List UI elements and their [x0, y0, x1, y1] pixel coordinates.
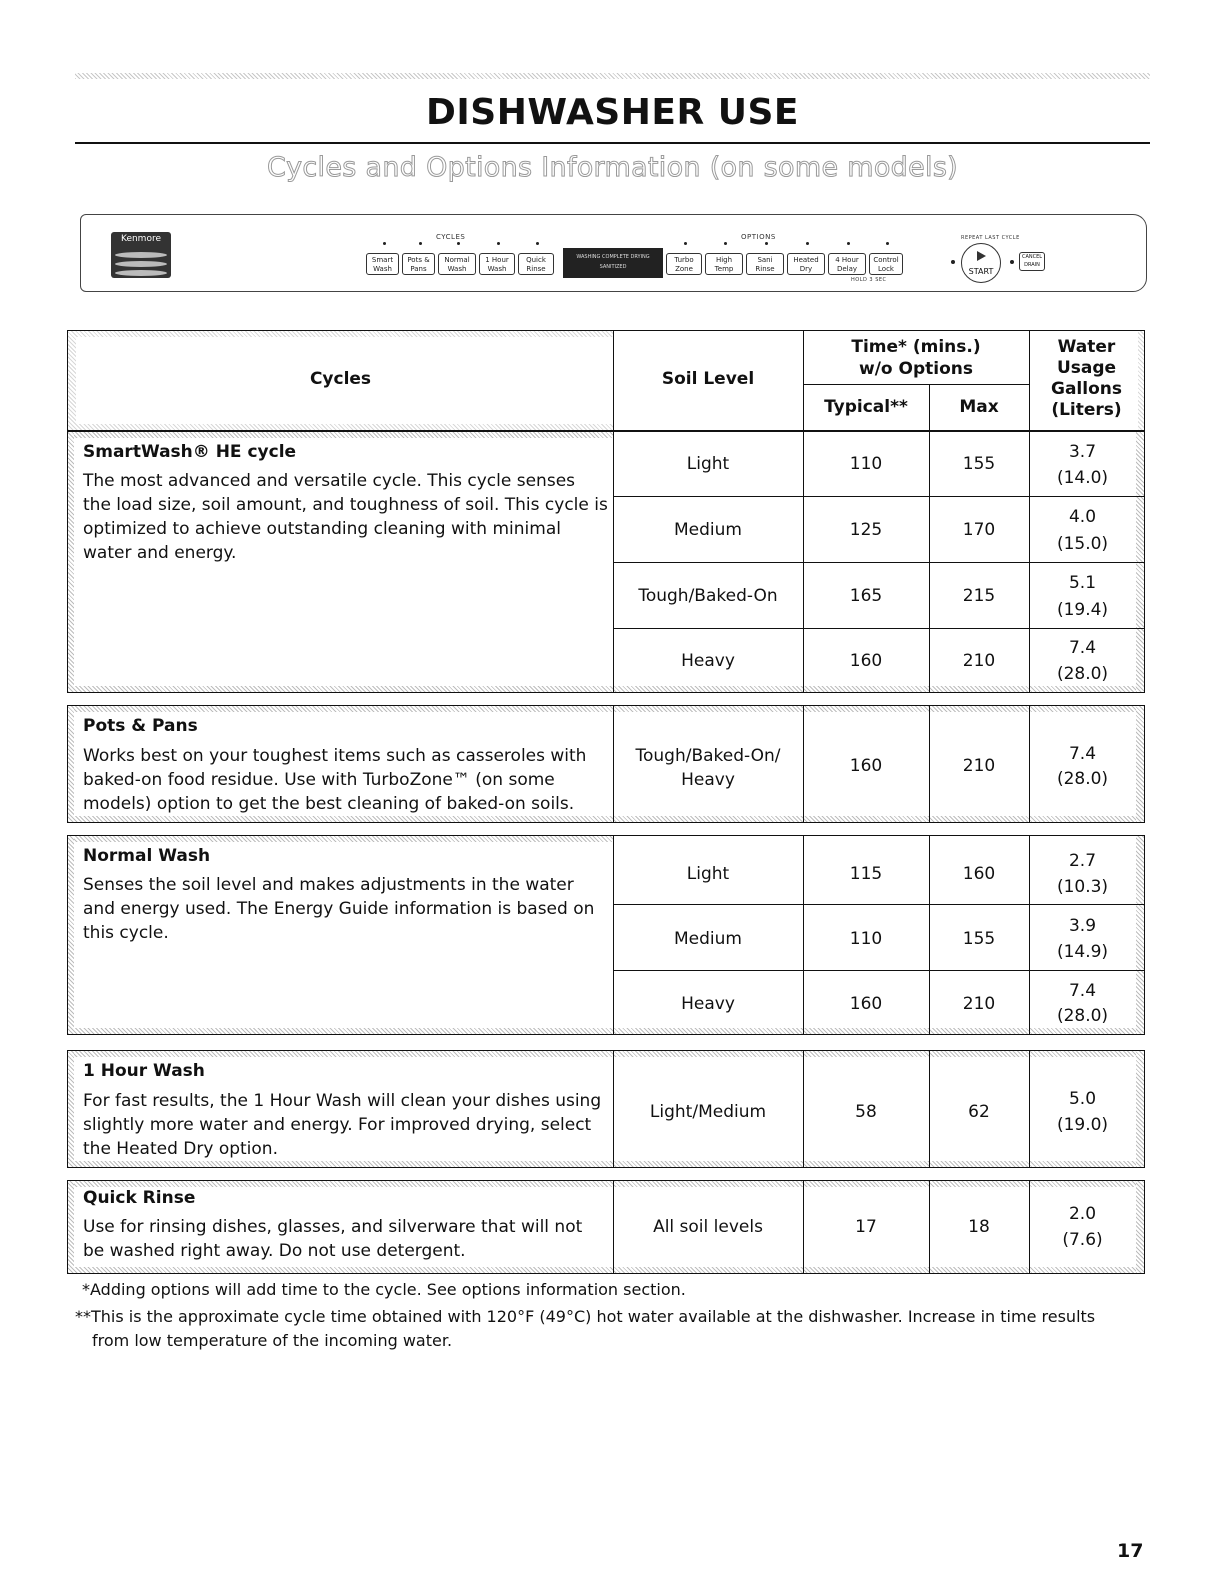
time-header: Time* (mins.): [851, 337, 981, 357]
section-stripe: [68, 836, 613, 842]
section-stripe: [68, 1181, 74, 1273]
cycle-description: Senses the soil level and makes adjustments in the water and energy used. The Energy Guide information is based on this cycle.: [83, 875, 595, 943]
typical-time: 110: [849, 454, 883, 474]
start-button: START: [961, 243, 1001, 283]
section-stripe: [1136, 1181, 1144, 1273]
options-label: OPTIONS: [741, 233, 776, 241]
section-stripe: [68, 1028, 1144, 1034]
soil-level: Heavy: [681, 994, 735, 1014]
soil-level: Light: [686, 864, 730, 884]
soil-level: Medium: [674, 520, 742, 540]
water-gallons: 3.9: [1068, 916, 1097, 936]
cycle-buttons: [366, 253, 557, 275]
max-header: Max: [959, 397, 999, 417]
time-subheader-rule: [803, 384, 1029, 385]
smartwash-section: [67, 431, 1145, 693]
footnote-cycle-time-cont: from low temperature of the incoming water.: [92, 1331, 453, 1350]
high-temp-button: High Temp: [705, 253, 743, 275]
water-gallons: 5.1: [1068, 573, 1097, 593]
max-time: 155: [962, 929, 996, 949]
normal-wash-button: Normal Wash: [438, 253, 476, 275]
row-rule: [613, 628, 1144, 629]
time-header-sub: w/o Options: [859, 359, 973, 379]
smart-wash-button: Smart Wash: [366, 253, 399, 275]
max-time: 210: [962, 994, 996, 1014]
row-rule: [613, 904, 1144, 905]
cycles-header: Cycles: [309, 369, 372, 389]
display-status-text: WASHING COMPLETE DRYING: [576, 254, 650, 260]
water-header-line: Water: [1057, 337, 1116, 357]
section-stripe: [68, 432, 613, 438]
cancel-indicator: [1010, 260, 1014, 264]
cycle-name: 1 Hour Wash: [83, 1061, 205, 1081]
section-stripe: [68, 706, 74, 822]
max-time: 210: [962, 756, 996, 776]
water-liters: (28.0): [1056, 664, 1109, 684]
page-title: DISHWASHER USE: [426, 92, 799, 133]
soil-level: Medium: [674, 929, 742, 949]
4-hour-delay-button: 4 Hour Delay: [828, 253, 866, 275]
water-liters: (19.0): [1056, 1115, 1109, 1135]
typical-time: 160: [849, 651, 883, 671]
title-rule: [75, 142, 1150, 144]
page-number: 17: [1117, 1540, 1144, 1562]
section-subtitle: Cycles and Options Information (on some models): [266, 152, 959, 183]
section-stripe: [68, 816, 1144, 822]
footnote-cycle-time: **This is the approximate cycle time obtained with 120°F (49°C) hot water available at the dishwasher. Increase in time results: [75, 1307, 1096, 1326]
heated-dry-button: Heated Dry: [787, 253, 825, 275]
section-stripe: [68, 1181, 1144, 1187]
option-buttons: [666, 253, 906, 275]
max-time: 170: [962, 520, 996, 540]
quick-rinse-section: [67, 1180, 1145, 1274]
top-decorative-line: [75, 73, 1150, 79]
start-indicator: [951, 260, 955, 264]
water-liters: (28.0): [1056, 769, 1109, 789]
typical-time: 160: [849, 994, 883, 1014]
cycles-label: CYCLES: [436, 233, 466, 241]
water-gallons: 4.0: [1068, 507, 1097, 527]
water-liters: (14.9): [1056, 942, 1109, 962]
sani-rinse-button: Sani Rinse: [746, 253, 784, 275]
pots-pans-section: [67, 705, 1145, 823]
row-rule: [613, 970, 1144, 971]
control-panel-illustration: [80, 214, 1147, 292]
cycle-description: Use for rinsing dishes, glasses, and silverware that will not be washed right away. Do not use detergent.: [83, 1217, 583, 1261]
logo-wave: [115, 252, 167, 258]
section-stripe: [68, 1051, 1144, 1057]
section-stripe: [1136, 1051, 1144, 1167]
soil-level: All soil levels: [653, 1217, 763, 1237]
water-gallons: 5.0: [1068, 1089, 1097, 1109]
logo-wave: [115, 261, 167, 267]
soil-level: Light: [686, 454, 730, 474]
water-gallons: 2.0: [1068, 1204, 1097, 1224]
kenmore-logo: [111, 232, 171, 278]
max-time: 160: [962, 864, 996, 884]
footnote-options: *Adding options will add time to the cycle. See options information section.: [82, 1280, 686, 1299]
typical-header: Typical**: [824, 397, 908, 417]
water-liters: (10.3): [1056, 877, 1109, 897]
water-liters: (28.0): [1056, 1006, 1109, 1026]
pots-pans-button: Pots & Pans: [402, 253, 435, 275]
soil-level: Light/Medium: [649, 1102, 767, 1122]
typical-time: 165: [849, 586, 883, 606]
sanitized-indicator: SANITIZED: [599, 264, 627, 270]
repeat-label: REPEAT LAST CYCLE: [961, 235, 1020, 241]
water-header-line: Gallons: [1051, 379, 1122, 399]
table-header: [67, 330, 1145, 431]
section-stripe: [68, 1267, 1144, 1273]
max-time: 62: [968, 1102, 990, 1122]
col-divider: [613, 706, 614, 822]
water-header-line: (Liters): [1051, 400, 1122, 420]
soil-level: Tough/Baked-On/ Heavy: [635, 746, 781, 790]
soil-level: Heavy: [681, 651, 735, 671]
section-stripe: [68, 432, 74, 692]
water-gallons: 7.4: [1068, 744, 1097, 764]
cancel-drain-button: CANCEL DRAIN: [1019, 252, 1045, 271]
typical-time: 110: [849, 929, 883, 949]
typical-time: 115: [849, 864, 883, 884]
cycle-description: The most advanced and versatile cycle. This cycle senses the load size, soil amount, and toughness of soil. This cycle is optimized to achieve outstanding cleaning with minimal water and energy.: [83, 471, 608, 563]
section-stripe: [1136, 836, 1144, 1034]
cycle-name: Quick Rinse: [83, 1188, 196, 1208]
turbo-zone-button: Turbo Zone: [666, 253, 702, 275]
water-liters: (19.4): [1056, 600, 1109, 620]
typical-time: 58: [855, 1102, 877, 1122]
control-lock-button: Control Lock: [869, 253, 903, 275]
cycle-description: For fast results, the 1 Hour Wash will clean your dishes using slightly more water and energy. For improved drying, select the Heated Dry option.: [83, 1091, 602, 1159]
quick-rinse-button: Quick Rinse: [518, 253, 554, 275]
typical-time: 160: [849, 756, 883, 776]
1-hour-wash-button: 1 Hour Wash: [479, 253, 515, 275]
normal-wash-section: [67, 835, 1145, 1035]
max-time: 210: [962, 651, 996, 671]
water-liters: (15.0): [1056, 534, 1109, 554]
soil-level-header: Soil Level: [661, 369, 755, 389]
row-rule: [613, 496, 1144, 497]
cycle-name: Pots & Pans: [83, 716, 198, 736]
section-stripe: [68, 836, 74, 1034]
logo-wave: [115, 270, 167, 276]
section-stripe: [68, 1161, 1144, 1167]
water-gallons: 3.7: [1068, 442, 1097, 462]
water-header-line: Usage: [1056, 358, 1117, 378]
water-usage-header: [1029, 337, 1144, 421]
section-stripe: [1136, 706, 1144, 822]
typical-time: 17: [855, 1217, 877, 1237]
water-gallons: 2.7: [1068, 851, 1097, 871]
soil-level: Tough/Baked-On: [638, 586, 778, 606]
logo-brand-text: Kenmore: [120, 234, 161, 244]
water-gallons: 7.4: [1068, 981, 1097, 1001]
max-time: 155: [962, 454, 996, 474]
section-stripe: [68, 1051, 74, 1167]
col-divider: [1029, 1181, 1030, 1273]
cycle-description: Works best on your toughest items such as casseroles with baked-on food residue. Use with TurboZone™ (on some models) option to get the best cleaning of baked-on soils.: [83, 746, 587, 814]
hold-label: HOLD 3 SEC: [851, 277, 887, 283]
typical-time: 125: [849, 520, 883, 540]
water-liters: (14.0): [1056, 468, 1109, 488]
1-hour-wash-section: [67, 1050, 1145, 1168]
max-time: 18: [968, 1217, 990, 1237]
water-liters: (7.6): [1062, 1230, 1103, 1250]
section-stripe: [68, 686, 1144, 692]
row-rule: [613, 562, 1144, 563]
status-display: [563, 248, 663, 278]
water-gallons: 7.4: [1068, 638, 1097, 658]
cycle-name: SmartWash® HE cycle: [83, 442, 297, 462]
cycle-name: Normal Wash: [83, 846, 211, 866]
section-stripe: [68, 706, 1144, 712]
max-time: 215: [962, 586, 996, 606]
